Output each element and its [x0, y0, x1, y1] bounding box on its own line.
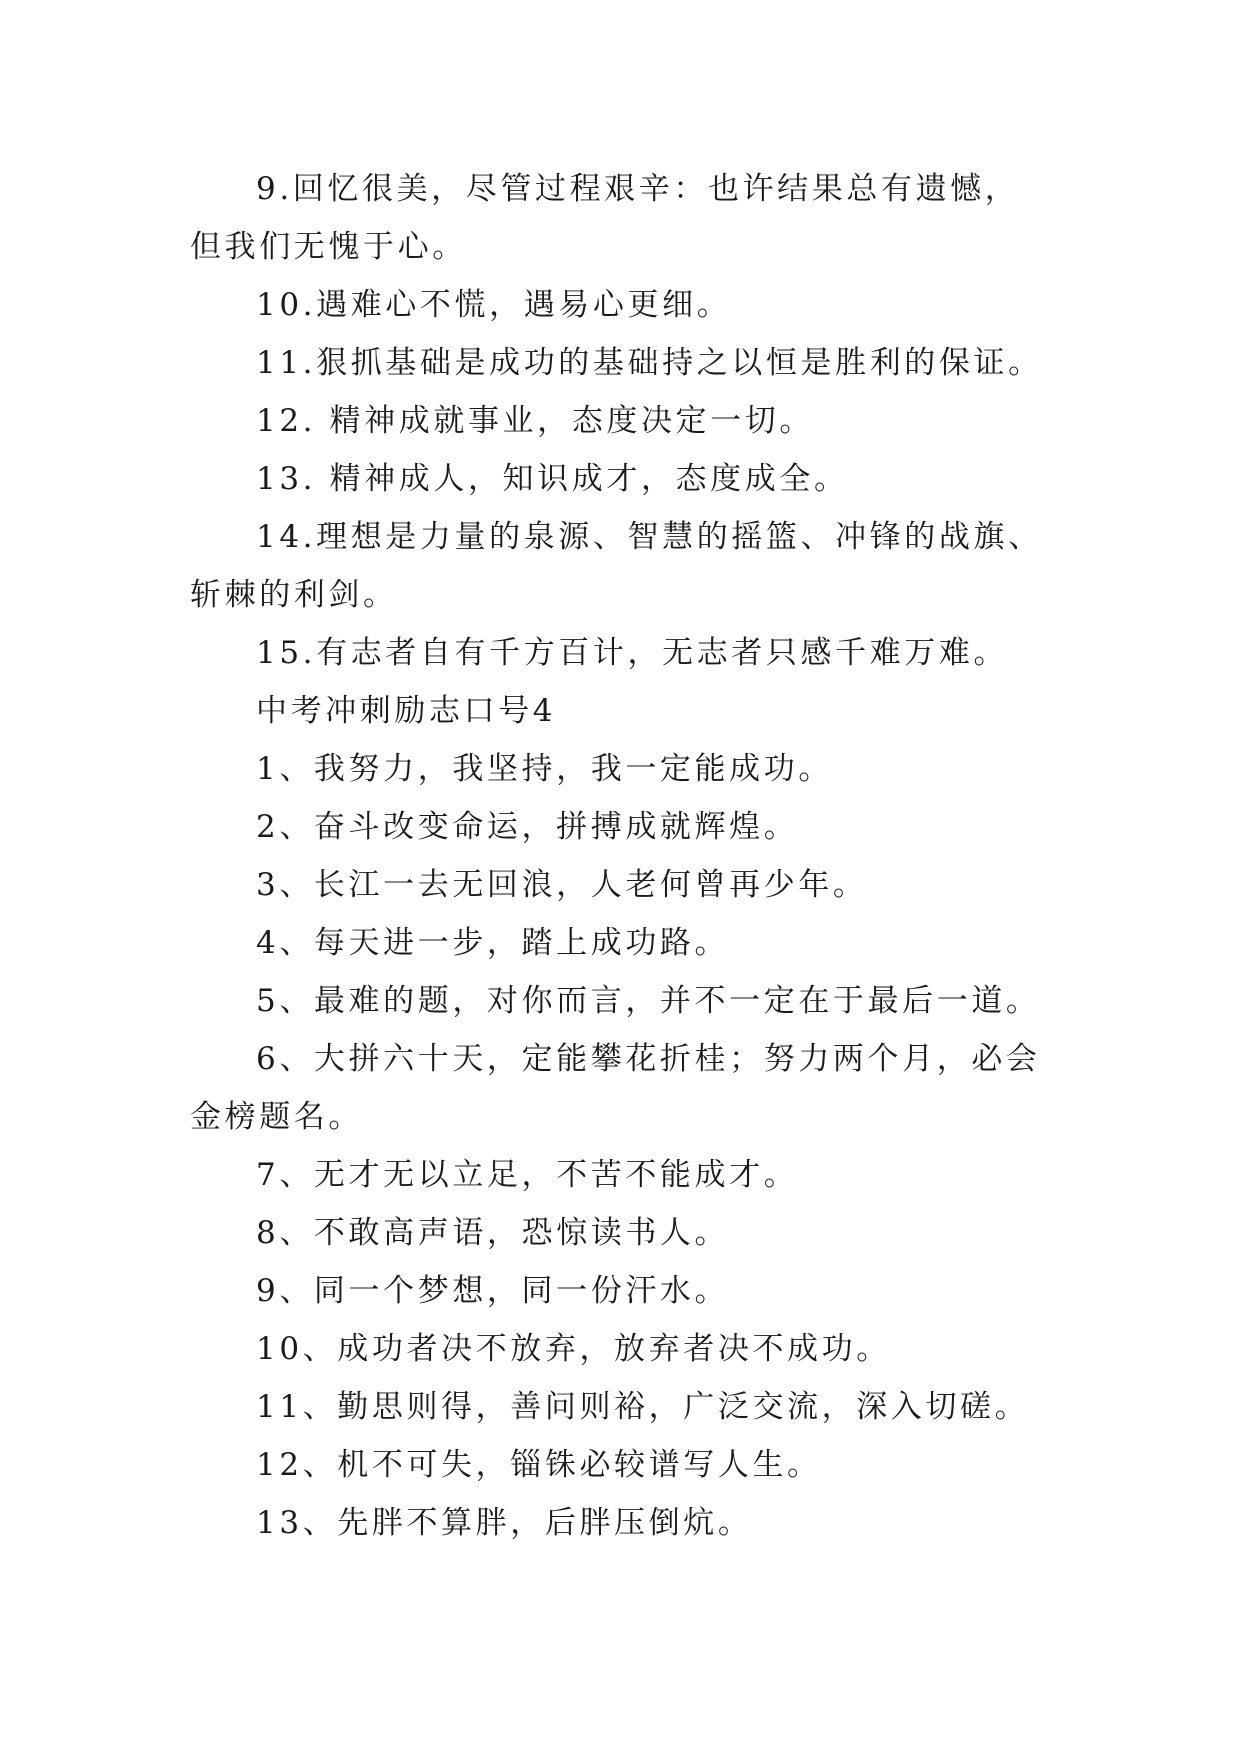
list-item-12: 12、机不可失，锱铢必较谱写人生。 [256, 1447, 822, 1483]
list-item-10: 10、成功者决不放弃，放弃者决不成功。 [256, 1331, 891, 1367]
paragraph-slogan-13: 13. 精神成人，知识成才，态度成全。 [256, 461, 849, 497]
paragraph-slogan-15: 15.有志者自有千方百计，无志者只感千难万难。 [256, 635, 1009, 671]
list-item-7: 7、无才无以立足，不苦不能成才。 [256, 1157, 799, 1193]
list-item-4: 4、每天进一步，踏上成功路。 [256, 925, 730, 961]
list-item-13: 13、先胖不算胖，后胖压倒炕。 [256, 1505, 753, 1541]
document-body [190, 160, 1052, 1552]
paragraph-slogan-10: 10.遇难心不慌，遇易心更细。 [256, 287, 732, 323]
list-item-1: 1、我努力，我坚持，我一定能成功。 [256, 751, 833, 787]
list-item-8: 8、不敢高声语，恐惊读书人。 [256, 1215, 730, 1251]
list-item-2: 2、奋斗改变命运，拼搏成就辉煌。 [256, 809, 799, 845]
paragraph-slogan-14: 14.理想是力量的泉源、智慧的摇篮、冲锋的战旗、斩棘的利剑。 [190, 519, 1043, 613]
paragraph-slogan-12: 12. 精神成就事业，态度决定一切。 [256, 403, 814, 439]
section-heading: 中考冲刺励志口号4 [256, 693, 557, 729]
list-item-9: 9、同一个梦想，同一份汗水。 [256, 1273, 730, 1309]
list-item-6: 6、大拼六十天，定能攀花折桂；努力两个月，必会金榜题名。 [190, 1041, 1041, 1135]
paragraph-slogan-11: 11.狠抓基础是成功的基础持之以恒是胜利的保证。 [256, 345, 1043, 381]
paragraph-slogan-9: 9.回忆很美，尽管过程艰辛：也许结果总有遗憾，但我们无愧于心。 [190, 171, 1020, 265]
list-item-11: 11、勤思则得，善问则裕，广泛交流，深入切磋。 [256, 1389, 1030, 1425]
list-item-3: 3、长江一去无回浪，人老何曾再少年。 [256, 867, 868, 903]
list-item-5: 5、最难的题，对你而言，并不一定在于最后一道。 [256, 983, 1041, 1019]
